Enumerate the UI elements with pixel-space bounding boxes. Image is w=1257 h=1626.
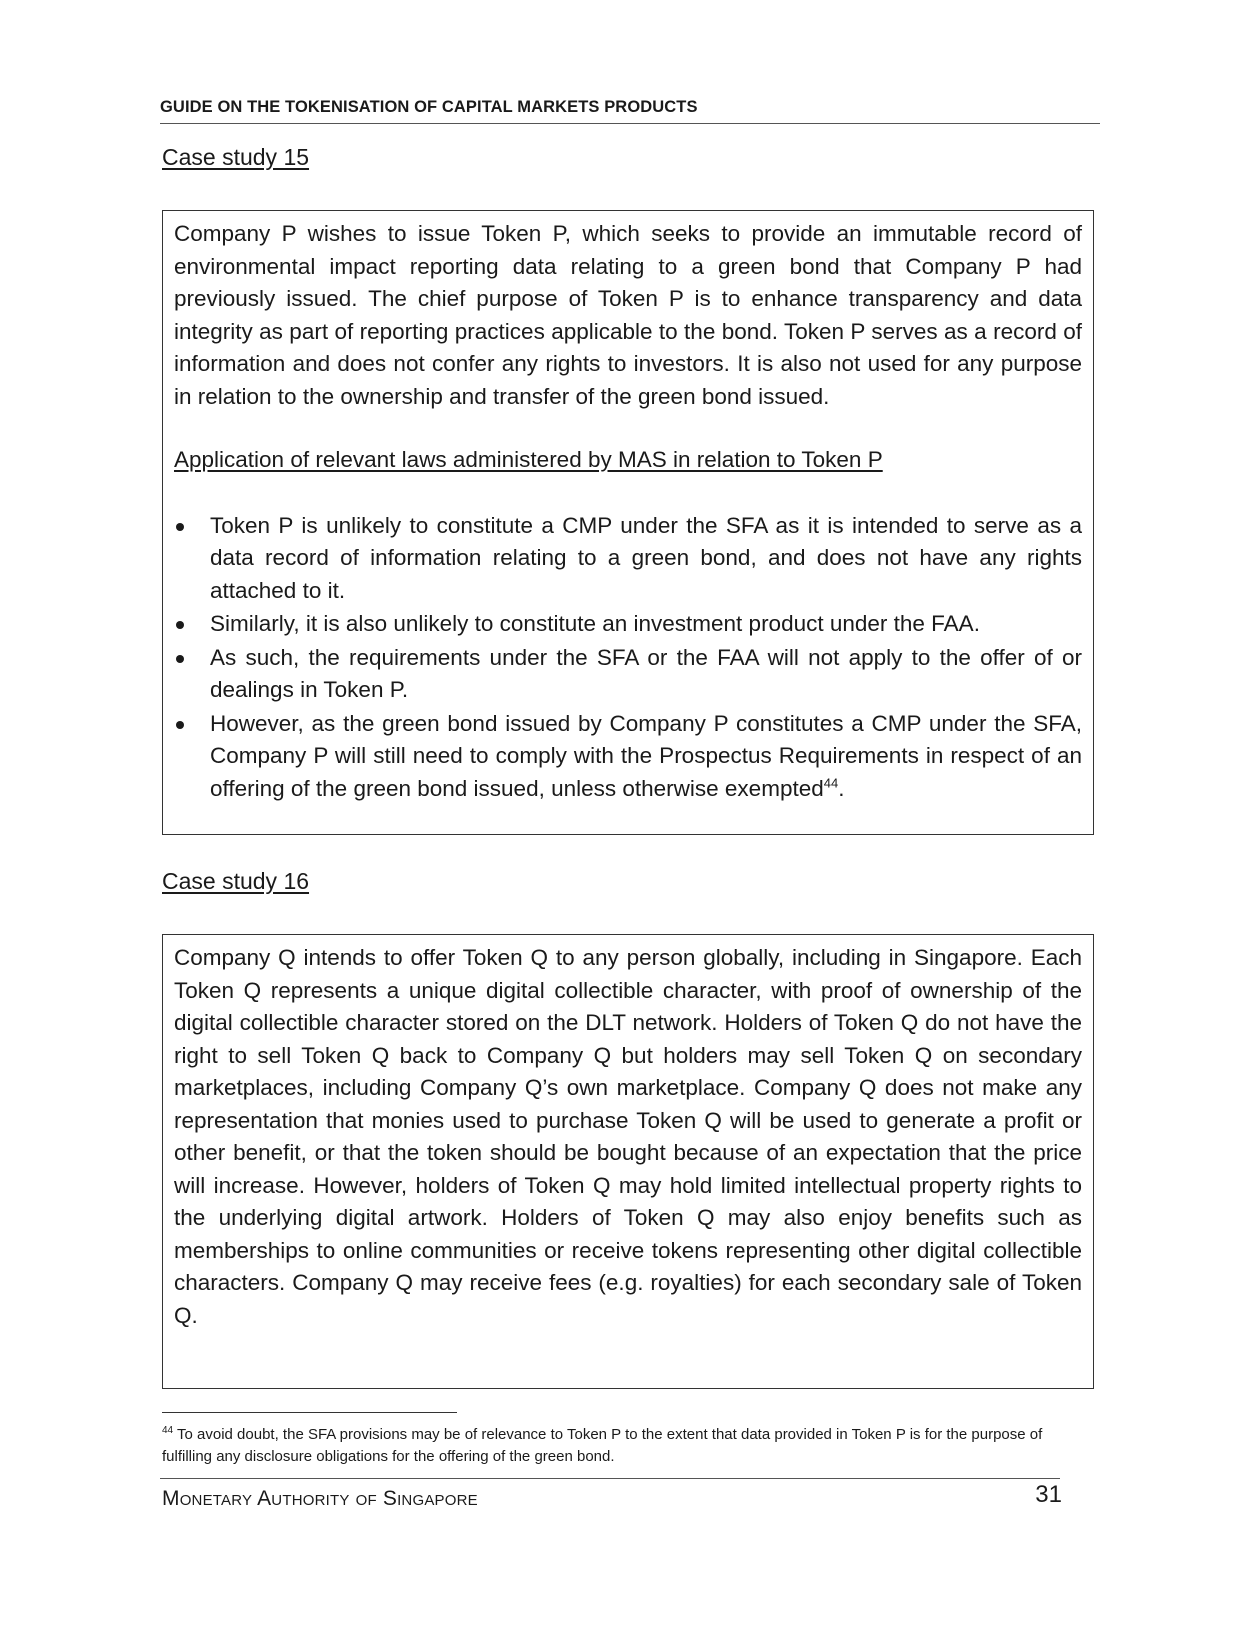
bullet-icon xyxy=(176,523,184,531)
list-item xyxy=(174,608,1082,641)
application-bullet-list xyxy=(174,510,1082,806)
bullet-text: Similarly, it is also unlikely to constitute an investment product under the FAA. xyxy=(210,611,980,636)
list-item xyxy=(174,642,1082,707)
bullet-text: As such, the requirements under the SFA or the FAA will not apply to the offer of or dealings in Token P. xyxy=(210,644,1082,702)
footer-organization: Monetary Authority of Singapore xyxy=(162,1487,478,1510)
case-study-16-body: Company Q intends to offer Token Q to any person globally, including in Singapore. Each Token Q represents a unique digital collectible character, with proof of ownership of the digital collectible character stored on the DLT network. Holders of Token Q do not have the right to sell Token Q back to Company Q but holders may sell Token Q on secondary marketplaces, including Company Q’s own marketplace. Company Q does not make any representation that monies used to purchase Token Q will be used to generate a profit or other benefit, or that the token should be bought because of an expectation that the price will increase. However, holders of Token Q may hold limited intellectual property rights to the underlying digital artwork. Holders of Token Q may also enjoy benefits such as memberships to online communities or receive tokens representing other digital collectible characters. Company Q may receive fees (e.g. royalties) for each secondary sale of Token Q. xyxy=(174,945,1082,1328)
bullet-icon xyxy=(176,621,184,629)
page-footer xyxy=(160,1478,1060,1519)
footnote-text: To avoid doubt, the SFA provisions may be of relevance to Token P to the extent that data provided in Token P is for the purpose of fulfilling any disclosure obligations for the offering of the green bond. xyxy=(162,1426,1043,1465)
case-study-16-heading: Case study 16 xyxy=(162,868,310,894)
list-item xyxy=(174,510,1082,608)
bullet-text: Token P is unlikely to constitute a CMP under the SFA as it is intended to serve as a data record of information relating to a green bond, and does not have any rights attached to it. xyxy=(210,512,1082,603)
footnote-number: 44 xyxy=(162,1425,174,1436)
footnote xyxy=(162,1424,1092,1468)
case-study-15-intro: Company P wishes to issue Token P, which seeks to provide an immutable record of environmental impact reporting data relating to a green bond that Company P had previously issued. The chief purpose of Token P is to enhance transparency and data integrity as part of reporting practices applicable to the bond. Token P serves as a record of information and does not confer any rights to investors. It is also not used for any purpose in relation to the ownership and transfer of the green bond issued. xyxy=(174,221,1082,409)
case-study-16-box xyxy=(162,934,1094,1389)
bullet-icon xyxy=(176,655,184,663)
footnote-divider xyxy=(162,1412,457,1413)
case-study-15-box xyxy=(162,210,1094,835)
application-heading: Application of relevant laws administered by MAS in relation to Token P xyxy=(174,447,883,472)
bullet-end-punctuation: . xyxy=(838,775,845,801)
list-item xyxy=(174,708,1082,806)
page-header-title: GUIDE ON THE TOKENISATION OF CAPITAL MARKETS PRODUCTS xyxy=(160,98,1100,124)
bullet-text: However, as the green bond issued by Company P constitutes a CMP under the SFA, Company P will still need to comply with the Prospectus Requirements in respect of an offering of the green bond issued, unless otherwise exempted xyxy=(210,710,1082,801)
page-number: 31 xyxy=(1035,1481,1062,1508)
footnote-reference[interactable]: 44 xyxy=(823,775,839,790)
case-study-15-heading: Case study 15 xyxy=(162,144,310,170)
bullet-icon xyxy=(176,721,184,729)
